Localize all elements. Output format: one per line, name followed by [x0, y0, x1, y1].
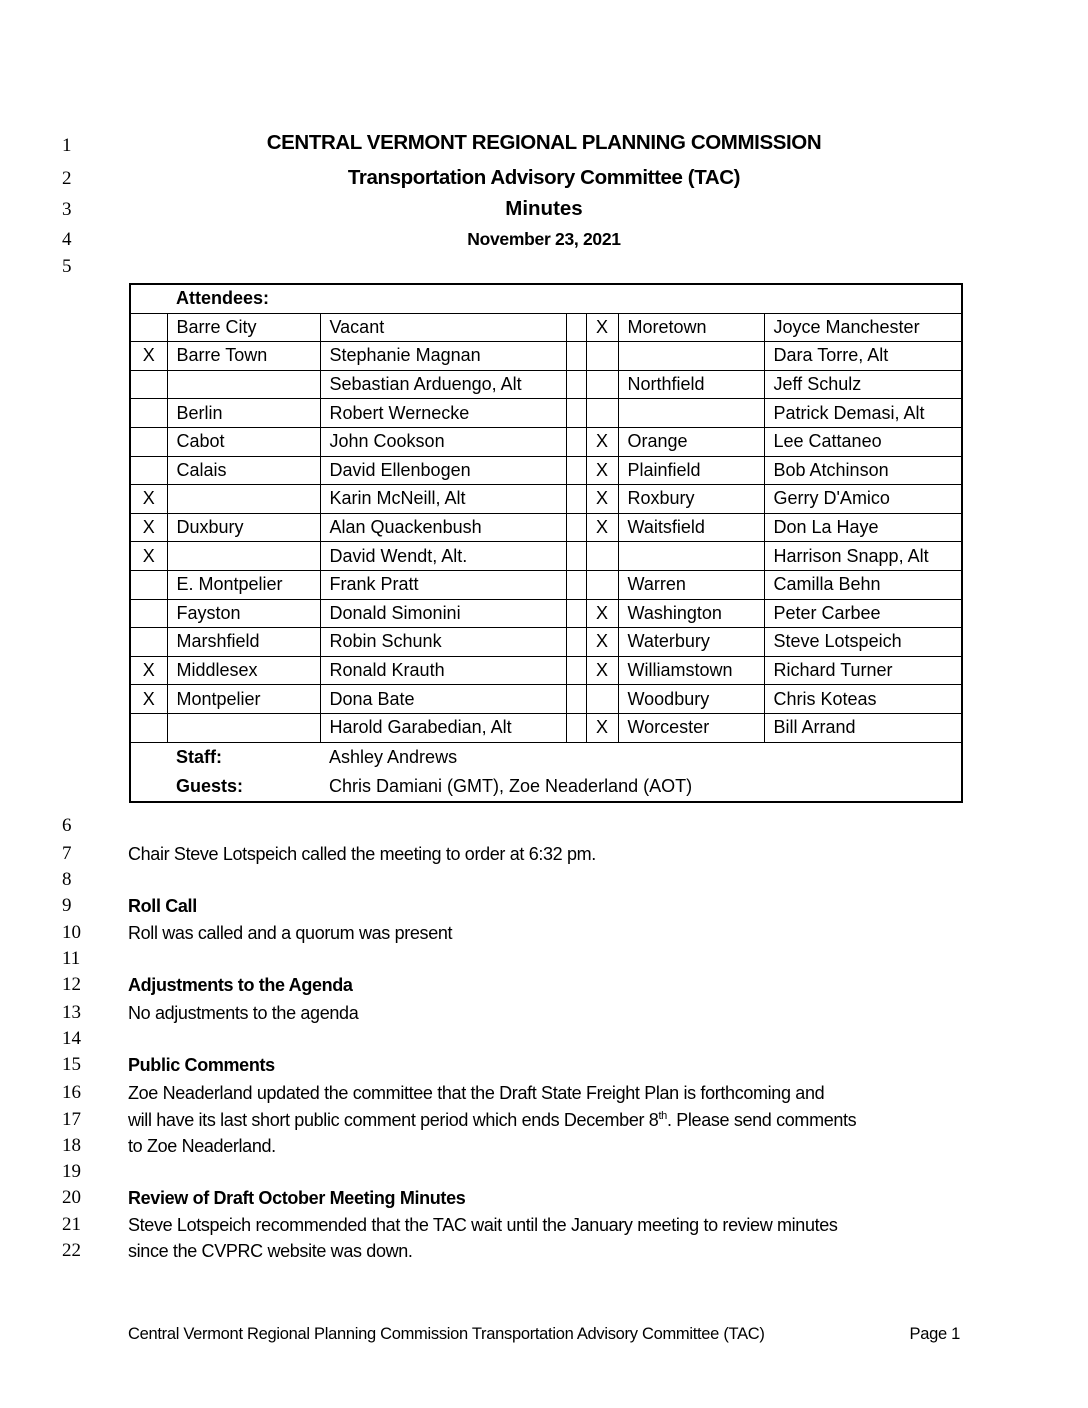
attended-mark-right: X [586, 485, 618, 514]
call-to-order-text: Chair Steve Lotspeich called the meeting to order at 6:32 pm. [128, 844, 596, 864]
town-right: Williamstown [618, 656, 764, 685]
line-number: 22 [62, 1240, 81, 1261]
member-name-left: David Wendt, Alt. [320, 542, 566, 571]
member-name-left: Vacant [320, 313, 566, 342]
attended-mark-left: X [130, 656, 167, 685]
town-left: Middlesex [167, 656, 320, 685]
attendance-row [130, 656, 962, 685]
public-comments-text: will have its last short public comment period which ends December 8 [128, 1110, 659, 1130]
member-name-right: Peter Carbee [764, 599, 962, 628]
spacer [566, 485, 586, 514]
attended-mark-right [586, 399, 618, 428]
member-name-right: Camilla Behn [764, 570, 962, 599]
attended-mark-right: X [586, 427, 618, 456]
spacer [566, 427, 586, 456]
town-left: Barre City [167, 313, 320, 342]
attendance-row [130, 685, 962, 714]
attendees-label: Attendees: [167, 284, 962, 313]
spacer [566, 313, 586, 342]
attended-mark-left [130, 713, 167, 742]
attendance-row [130, 313, 962, 342]
member-name-right: Bob Atchinson [764, 456, 962, 485]
attendance-row [130, 370, 962, 399]
line-number: 4 [62, 229, 72, 250]
member-name-right: Jeff Schulz [764, 370, 962, 399]
town-right: Moretown [618, 313, 764, 342]
spacer [566, 399, 586, 428]
line-number: 5 [62, 256, 72, 277]
guests-label: Guests: [176, 775, 244, 796]
town-left: Barre Town [167, 342, 320, 371]
member-name-left: Donald Simonini [320, 599, 566, 628]
line-number: 18 [62, 1135, 81, 1156]
town-right: Plainfield [618, 456, 764, 485]
attended-mark-right: X [586, 513, 618, 542]
town-right: Warren [618, 570, 764, 599]
town-right [618, 542, 764, 571]
member-name-left: John Cookson [320, 427, 566, 456]
member-name-left: Stephanie Magnan [320, 342, 566, 371]
attendance-row [130, 513, 962, 542]
line-number: 3 [62, 199, 72, 220]
attended-mark-left [130, 427, 167, 456]
town-right: Woodbury [618, 685, 764, 714]
attended-mark-right [586, 542, 618, 571]
spacer [566, 656, 586, 685]
guests-row [130, 772, 962, 802]
meeting-date: November 23, 2021 [467, 229, 621, 249]
roll-call-heading: Roll Call [128, 896, 197, 916]
member-name-left: Robin Schunk [320, 628, 566, 657]
town-right: Roxbury [618, 485, 764, 514]
attended-mark-right [586, 570, 618, 599]
attended-mark-right: X [586, 713, 618, 742]
line-number: 14 [62, 1028, 81, 1049]
committee-title: Transportation Advisory Committee (TAC) [347, 166, 741, 189]
line-number: 11 [62, 948, 81, 969]
attended-mark-right [586, 342, 618, 371]
town-left: Fayston [167, 599, 320, 628]
attended-mark-right [586, 370, 618, 399]
spacer [566, 570, 586, 599]
line-number: 8 [62, 869, 72, 890]
town-right: Waitsfield [618, 513, 764, 542]
guests-names: Chris Damiani (GMT), Zoe Neaderland (AOT) [329, 775, 693, 796]
attended-mark-left: X [130, 485, 167, 514]
town-left [167, 542, 320, 571]
spacer [566, 542, 586, 571]
attendance-row [130, 427, 962, 456]
line-number: 15 [62, 1054, 81, 1075]
attendance-table [129, 283, 963, 803]
member-name-right: Richard Turner [764, 656, 962, 685]
town-left [167, 713, 320, 742]
line-number: 1 [62, 135, 72, 156]
public-comments-line: Zoe Neaderland updated the committee that the Draft State Freight Plan is forthcoming and [128, 1083, 825, 1103]
town-left: Marshfield [167, 628, 320, 657]
attended-mark-left [130, 456, 167, 485]
staff-row [130, 742, 962, 772]
line-number: 12 [62, 974, 81, 995]
member-name-left: Karin McNeill, Alt [320, 485, 566, 514]
town-right: Northfield [618, 370, 764, 399]
spacer [566, 342, 586, 371]
adjustments-text: No adjustments to the agenda [128, 1003, 359, 1023]
adjustments-heading: Adjustments to the Agenda [128, 975, 353, 995]
page-footer [128, 1325, 960, 1344]
footer-text: Central Vermont Regional Planning Commission Transportation Advisory Committee (TAC) [128, 1325, 765, 1343]
town-left: E. Montpelier [167, 570, 320, 599]
town-left: Cabot [167, 427, 320, 456]
attendance-heading-row [130, 284, 962, 313]
town-right: Orange [618, 427, 764, 456]
attendance-row [130, 713, 962, 742]
public-comments-text: . Please send comments [666, 1110, 857, 1130]
attended-mark-right: X [586, 599, 618, 628]
member-name-left: Frank Pratt [320, 570, 566, 599]
line-number: 6 [62, 815, 72, 836]
attendance-row [130, 628, 962, 657]
attended-mark-right: X [586, 313, 618, 342]
ordinal-suffix: th [658, 1110, 667, 1122]
member-name-left: Sebastian Arduengo, Alt [320, 370, 566, 399]
town-left [167, 485, 320, 514]
attended-mark-left [130, 399, 167, 428]
line-number: 2 [62, 168, 72, 189]
review-minutes-heading: Review of Draft October Meeting Minutes [128, 1188, 466, 1208]
attended-mark-left [130, 570, 167, 599]
spacer [566, 628, 586, 657]
member-name-right: Lee Cattaneo [764, 427, 962, 456]
line-number: 10 [62, 922, 81, 943]
attended-mark-left [130, 628, 167, 657]
line-number: 16 [62, 1082, 81, 1103]
org-title: CENTRAL VERMONT REGIONAL PLANNING COMMISSION [266, 131, 822, 154]
member-name-right: Chris Koteas [764, 685, 962, 714]
attended-mark-right [586, 685, 618, 714]
member-name-right: Patrick Demasi, Alt [764, 399, 962, 428]
line-number: 21 [62, 1214, 81, 1235]
spacer [566, 370, 586, 399]
town-right [618, 342, 764, 371]
attended-mark-left [130, 370, 167, 399]
town-right [618, 399, 764, 428]
attended-mark-right: X [586, 628, 618, 657]
public-comments-line: to Zoe Neaderland. [128, 1136, 276, 1156]
line-number: 9 [62, 895, 72, 916]
member-name-left: Harold Garabedian, Alt [320, 713, 566, 742]
town-right: Waterbury [618, 628, 764, 657]
member-name-right: Gerry D'Amico [764, 485, 962, 514]
attendance-rows [130, 313, 962, 742]
member-name-left: Ronald Krauth [320, 656, 566, 685]
attended-mark-left: X [130, 685, 167, 714]
town-left: Montpelier [167, 685, 320, 714]
member-name-left: Alan Quackenbush [320, 513, 566, 542]
town-left [167, 370, 320, 399]
review-minutes-line: Steve Lotspeich recommended that the TAC wait until the January meeting to review minutes [128, 1215, 838, 1235]
public-comments-heading: Public Comments [128, 1055, 275, 1075]
town-right: Worcester [618, 713, 764, 742]
town-left: Calais [167, 456, 320, 485]
staff-label: Staff: [176, 746, 222, 767]
town-left: Duxbury [167, 513, 320, 542]
member-name-right: Joyce Manchester [764, 313, 962, 342]
attended-mark-right: X [586, 456, 618, 485]
town-left: Berlin [167, 399, 320, 428]
attendance-row [130, 456, 962, 485]
review-minutes-line: since the CVPRC website was down. [128, 1241, 413, 1261]
town-right: Washington [618, 599, 764, 628]
line-number: 20 [62, 1187, 81, 1208]
spacer [566, 713, 586, 742]
spacer [566, 513, 586, 542]
member-name-right: Steve Lotspeich [764, 628, 962, 657]
roll-call-text: Roll was called and a quorum was present [128, 923, 453, 943]
attended-mark-left: X [130, 542, 167, 571]
public-comments-line [128, 1110, 856, 1130]
member-name-right: Dara Torre, Alt [764, 342, 962, 371]
line-number: 17 [62, 1109, 81, 1130]
member-name-left: David Ellenbogen [320, 456, 566, 485]
member-name-right: Don La Haye [764, 513, 962, 542]
spacer [566, 599, 586, 628]
attendance-row [130, 542, 962, 571]
doc-type-title: Minutes [505, 197, 583, 220]
line-number: 13 [62, 1002, 81, 1023]
member-name-left: Dona Bate [320, 685, 566, 714]
attended-mark-left: X [130, 513, 167, 542]
attended-mark-left [130, 599, 167, 628]
member-name-right: Bill Arrand [764, 713, 962, 742]
member-name-right: Harrison Snapp, Alt [764, 542, 962, 571]
staff-names: Ashley Andrews [329, 746, 458, 767]
line-number: 19 [62, 1161, 81, 1182]
spacer [566, 456, 586, 485]
spacer [566, 685, 586, 714]
attended-mark-left [130, 313, 167, 342]
member-name-left: Robert Wernecke [320, 399, 566, 428]
attendance-row [130, 342, 962, 371]
attended-mark-right: X [586, 656, 618, 685]
line-number: 7 [62, 843, 72, 864]
page-number: Page 1 [909, 1325, 960, 1343]
attendance-row [130, 599, 962, 628]
attendance-row [130, 570, 962, 599]
attendance-row [130, 399, 962, 428]
attendance-row [130, 485, 962, 514]
attended-mark-left: X [130, 342, 167, 371]
